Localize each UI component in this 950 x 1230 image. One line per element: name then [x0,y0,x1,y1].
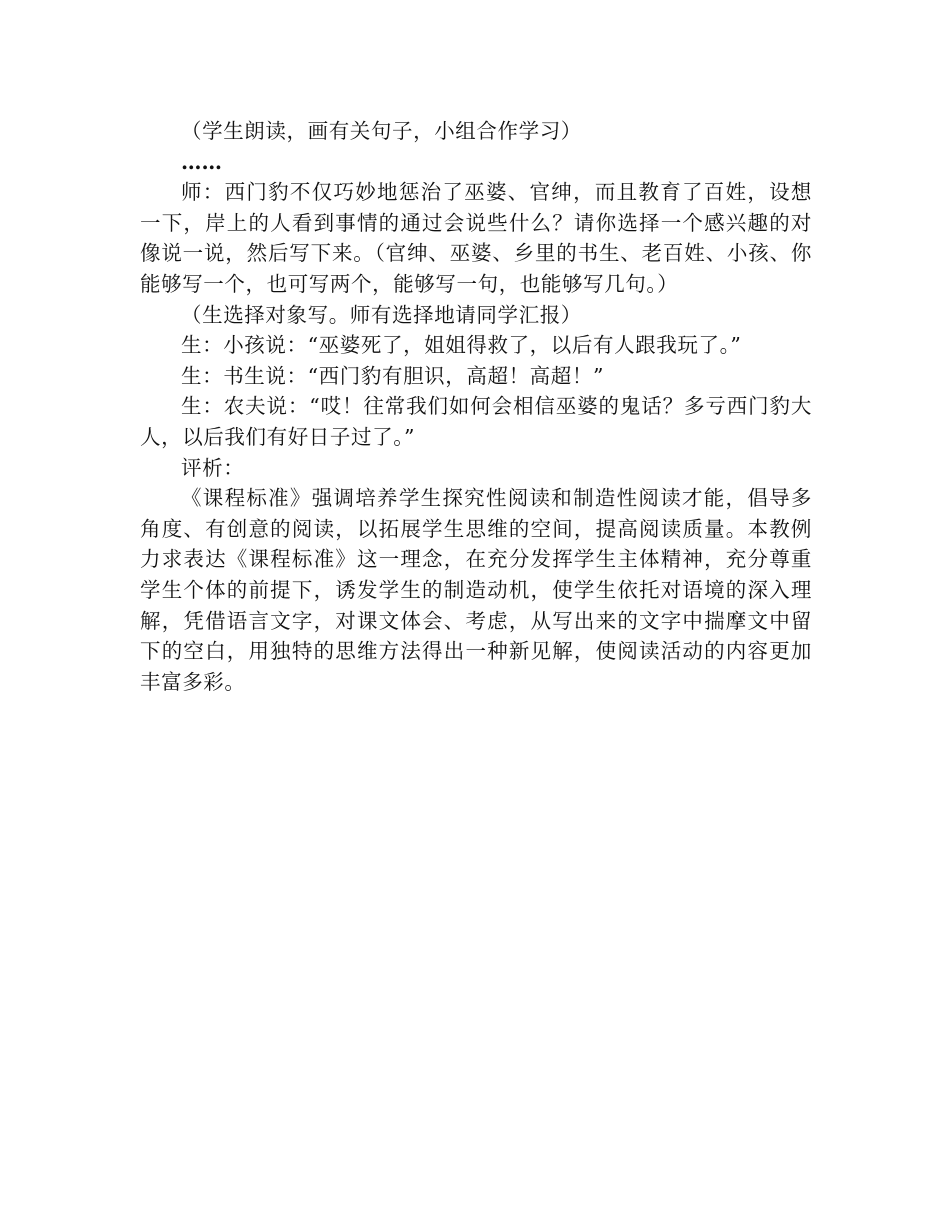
paragraph-teacher-prompt: 师：西门豹不仅巧妙地惩治了巫婆、官绅，而且教育了百姓，设想一下，岸上的人看到事情的通过会说些什么？请你选择一个感兴趣的对像说一说，然后写下来。（官绅、巫婆、乡里的书生、老百姓、小孩、你能够写一个，也可写两个，能够写一句，也能够写几句。） [140,180,812,296]
paragraph-commentary: 《课程标准》强调培养学生探究性阅读和制造性阅读才能，倡导多角度、有创意的阅读，以拓展学生思维的空间，提高阅读质量。本教例力求表达《课程标准》这一理念，在充分发挥学生主体精神，充分尊重学生个体的前提下，诱发学生的制造动机，使学生依托对语境的深入理解，凭借语言文字，对课文体会、考虑，从写出来的文字中揣摩文中留下的空白，用独特的思维方法得出一种新见解，使阅读活动的内容更加丰富多彩。 [140,486,812,694]
paragraph-ellipsis: …… [181,149,222,174]
paragraph-commentary-heading: 评析： [181,455,245,480]
paragraph-farmer-quote: 生：农夫说：“哎！往常我们如何会相信巫婆的鬼话？多亏西门豹大人，以后我们有好日子过了。” [140,394,812,449]
paragraph-scholar-quote: 生：书生说：“西门豹有胆识，高超！高超！” [181,363,605,388]
paragraph-student-reading: （学生朗读，画有关句子，小组合作学习） [181,119,582,143]
paragraph-student-writing: （生选择对象写。师有选择地请同学汇报） [181,302,582,327]
document-body [140,116,812,697]
paragraph-child-quote: 生：小孩说：“巫婆死了，姐姐得救了，以后有人跟我玩了。” [181,333,742,358]
